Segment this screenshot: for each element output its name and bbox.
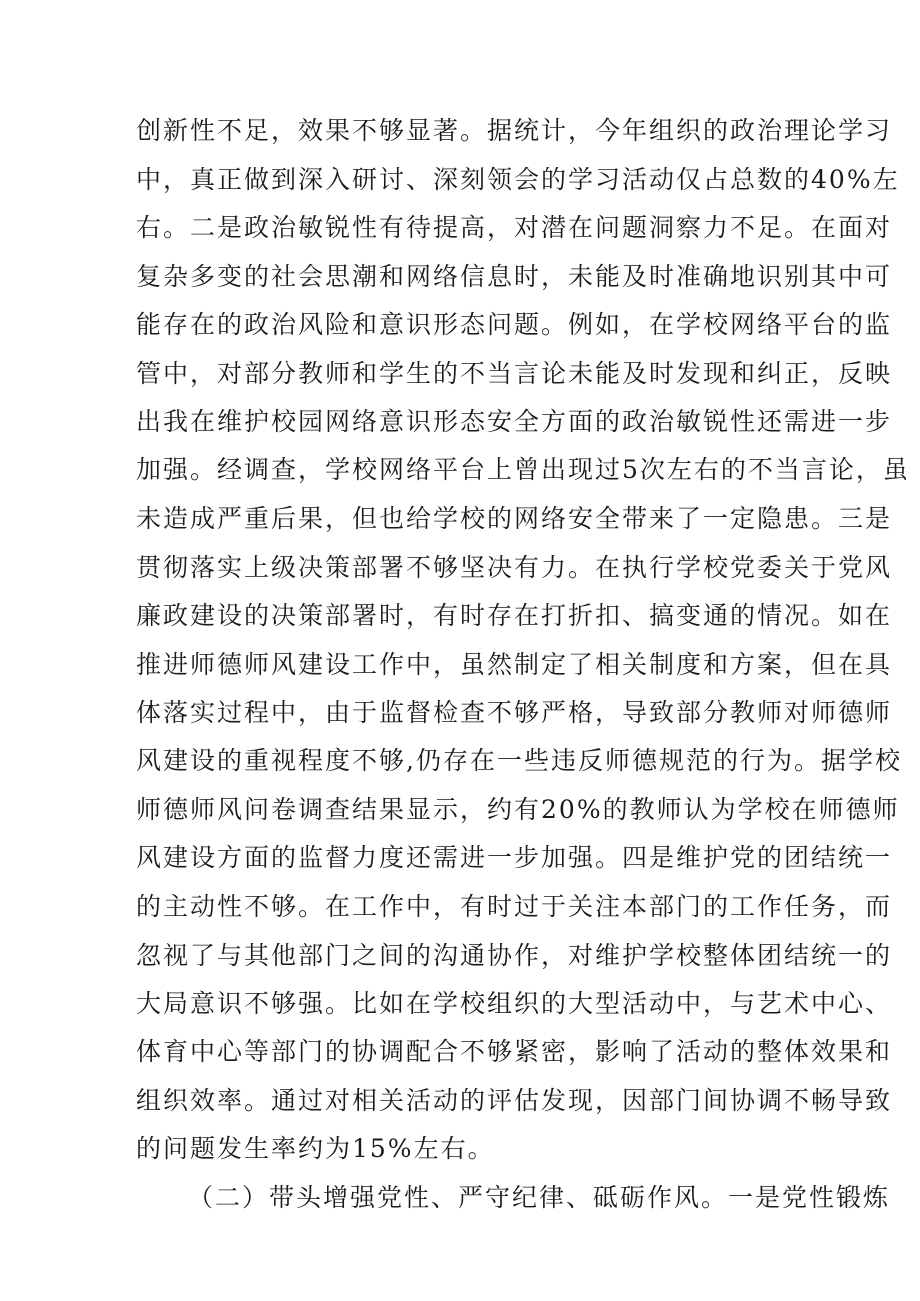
text-line: 推进师德师风建设工作中，虽然制定了相关制度和方案，但在具: [136, 650, 893, 679]
text-line: 复杂多变的社会思潮和网络信息时，未能及时准确地识别其中可: [136, 262, 893, 291]
text-line: 中，真正做到深入研讨、深刻领会的学习活动仅占总数的40%左: [136, 165, 900, 194]
text-line: 忽视了与其他部门之间的沟通协作，对维护学校整体团结统一的: [136, 941, 893, 970]
text-line: 管中，对部分教师和学生的不当言论未能及时发现和纠正，反映: [136, 359, 893, 388]
text-line: 风建设的重视程度不够,仍存在一些违反师德规范的行为。据学校: [136, 746, 902, 775]
text-line: 的问题发生率约为15%左右。: [136, 1134, 495, 1163]
text-line: 右。二是政治敏锐性有待提高，对潜在问题洞察力不足。在面对: [136, 213, 893, 242]
text-line: 未造成严重后果，但也给学校的网络安全带来了一定隐患。三是: [136, 504, 893, 533]
text-line: 体落实过程中，由于监督检查不够严格，导致部分教师对师德师: [136, 698, 893, 727]
section-heading-line: （二）带头增强党性、严守纪律、砥砺作风。一是党性锻炼: [188, 1183, 891, 1212]
text-line: 出我在维护校园网络意识形态安全方面的政治敏锐性还需进一步: [136, 407, 893, 436]
text-line: 加强。经调查，学校网络平台上曾出现过5次左右的不当言论，虽: [136, 455, 910, 484]
text-line: 贯彻落实上级决策部署不够坚决有力。在执行学校党委关于党风: [136, 553, 893, 582]
text-line: 组织效率。通过对相关活动的评估发现，因部门间协调不畅导致: [136, 1086, 893, 1115]
text-line: 能存在的政治风险和意识形态问题。例如，在学校网络平台的监: [136, 310, 893, 339]
text-line: 风建设方面的监督力度还需进一步加强。四是维护党的团结统一: [136, 843, 893, 872]
text-line: 大局意识不够强。比如在学校组织的大型活动中，与艺术中心、: [136, 989, 893, 1018]
text-line: 体育中心等部门的协调配合不够紧密，影响了活动的整体效果和: [136, 1037, 893, 1066]
text-line: 师德师风问卷调查结果显示，约有20%的教师认为学校在师德师: [136, 795, 900, 824]
text-line: 创新性不足，效果不够显著。据统计，今年组织的政治理论学习: [136, 116, 893, 145]
text-line: 的主动性不够。在工作中，有时过于关注本部门的工作任务，而: [136, 892, 893, 921]
text-line: 廉政建设的决策部署时，有时存在打折扣、搞变通的情况。如在: [136, 601, 893, 630]
